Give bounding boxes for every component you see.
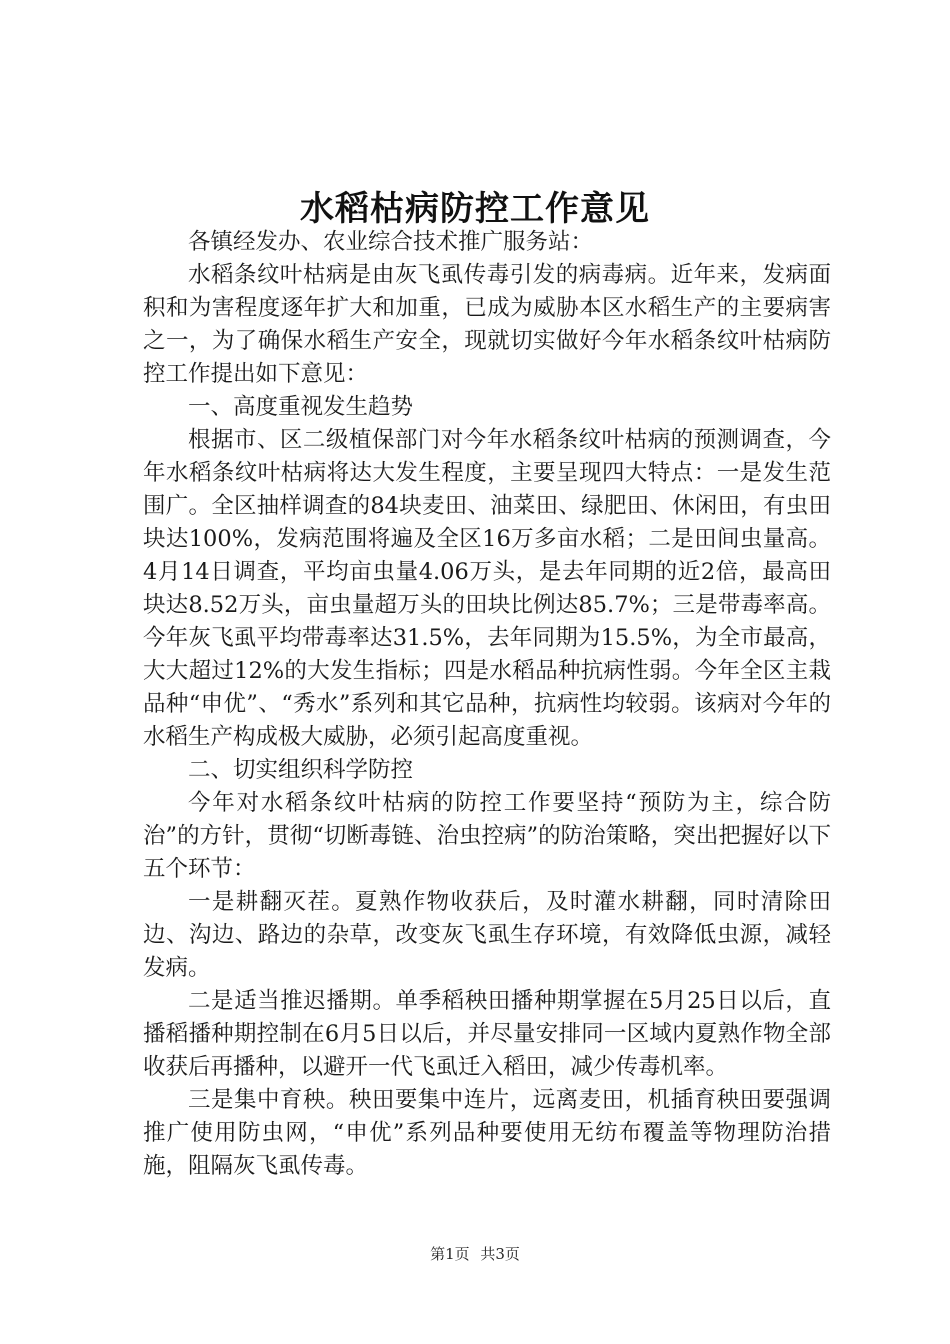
intro-paragraph: 水稻条纹叶枯病是由灰飞虱传毒引发的病毒病。近年来，发病面积和为害程度逐年扩大和加重，已成为威胁本区水稻生产的主要病害之一，为了确保水稻生产安全，现就切实做好今年水稻条纹叶枯病防控工作提出如下意见： bbox=[143, 262, 831, 387]
section-heading-2: 二、切实组织科学防控 bbox=[188, 757, 414, 783]
salutation-paragraph: 各镇经发办、农业综合技术推广服务站： bbox=[188, 229, 594, 255]
section-heading-1: 一、高度重视发生趋势 bbox=[188, 394, 414, 420]
document-title: 水稻枯病防控工作意见 bbox=[300, 189, 650, 229]
measure-3-paragraph: 三是集中育秧。秧田要集中连片，远离麦田，机插育秧田要强调推广使用防虫网，“申优”系列品种要使用无纺布覆盖等物理防治措施，阻隔灰飞虱传毒。 bbox=[143, 1087, 831, 1179]
measure-2-paragraph: 二是适当推迟播期。单季稻秧田播种期掌握在5月25日以后，直播稻播种期控制在6月5日以后，并尽量安排同一区域内夏熟作物全部收获后再播种，以避开一代飞虱迁入稻田，减少传毒机率。 bbox=[143, 988, 831, 1080]
strategy-paragraph: 今年对水稻条纹叶枯病的防控工作要坚持“预防为主，综合防治”的方针，贯彻“切断毒链、治虫控病”的防治策略，突出把握好以下五个环节： bbox=[143, 790, 831, 882]
page-number: 第1页 bbox=[430, 1245, 470, 1263]
page-total: 共3页 bbox=[480, 1245, 520, 1263]
page-footer bbox=[0, 1243, 950, 1265]
measure-1-paragraph: 一是耕翻灭茬。夏熟作物收获后，及时灌水耕翻，同时清除田边、沟边、路边的杂草，改变灰飞虱生存环境，有效降低虫源，减轻发病。 bbox=[143, 889, 831, 981]
trend-paragraph: 根据市、区二级植保部门对今年水稻条纹叶枯病的预测调查，今年水稻条纹叶枯病将达大发生程度，主要呈现四大特点：一是发生范围广。全区抽样调查的84块麦田、油菜田、绿肥田、休闲田，有虫田块达100%，发病范围将遍及全区16万多亩水稻；二是田间虫量高。4月14日调查，平均亩虫量4.06万头，是去年同期的近2倍，最高田块达8.52万头，亩虫量超万头的田块比例达85.7%；三是带毒率高。今年灰飞虱平均带毒率达31.5%，去年同期为15.5%，为全市最高，大大超过12%的大发生指标；四是水稻品种抗病性弱。今年全区主栽品种“申优”、“秀水”系列和其它品种，抗病性均较弱。该病对今年的水稻生产构成极大威胁，必须引起高度重视。 bbox=[143, 427, 831, 750]
document-body bbox=[143, 226, 831, 1183]
